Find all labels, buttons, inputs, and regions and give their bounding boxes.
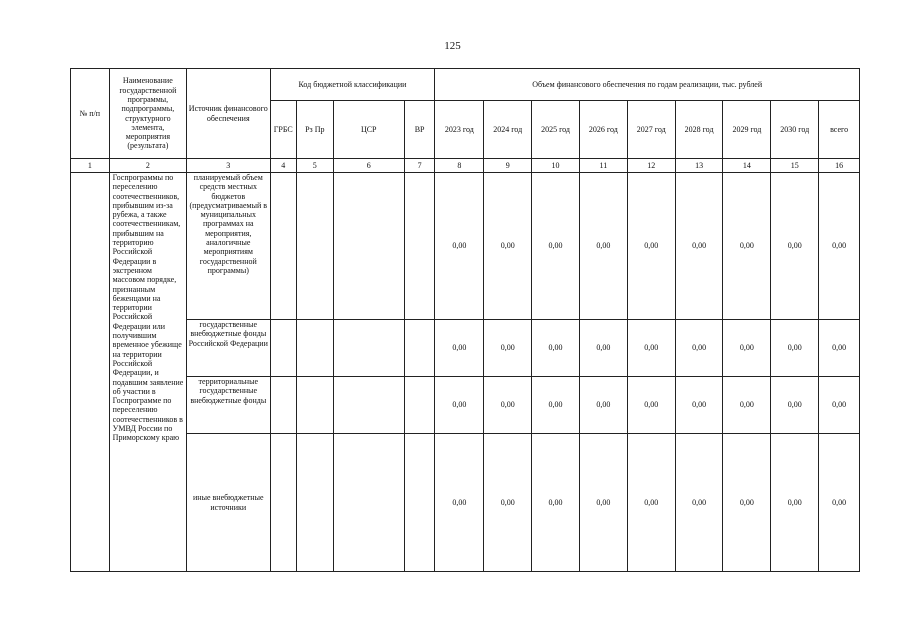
code-grbs — [270, 377, 296, 434]
value-cell: 0,00 — [532, 434, 580, 572]
value-cell: 0,00 — [723, 173, 771, 320]
code-vr — [404, 377, 435, 434]
code-csr — [333, 434, 404, 572]
total-cell: 0,00 — [819, 320, 860, 377]
value-cell: 0,00 — [627, 173, 675, 320]
column-number: 4 — [270, 159, 296, 173]
code-rzpr — [296, 434, 333, 572]
column-number: 2 — [109, 159, 186, 173]
header-year-2026: 2026 год — [579, 101, 627, 159]
value-cell: 0,00 — [435, 320, 484, 377]
column-number: 6 — [333, 159, 404, 173]
header-vr: ВР — [404, 101, 435, 159]
value-cell: 0,00 — [579, 434, 627, 572]
header-year-2027: 2027 год — [627, 101, 675, 159]
column-number: 13 — [675, 159, 723, 173]
code-csr — [333, 320, 404, 377]
header-num: № п/п — [71, 69, 110, 159]
value-cell: 0,00 — [435, 377, 484, 434]
value-cell: 0,00 — [771, 173, 819, 320]
total-cell: 0,00 — [819, 434, 860, 572]
value-cell: 0,00 — [579, 173, 627, 320]
header-grbs: ГРБС — [270, 101, 296, 159]
value-cell: 0,00 — [675, 320, 723, 377]
source-cell: территориальные государственные внебюджетные фонды — [187, 377, 270, 434]
value-cell: 0,00 — [435, 434, 484, 572]
column-number: 3 — [187, 159, 270, 173]
column-number: 7 — [404, 159, 435, 173]
code-vr — [404, 434, 435, 572]
header-year-2025: 2025 год — [532, 101, 580, 159]
value-cell: 0,00 — [579, 320, 627, 377]
header-rzpr: Рз Пр — [296, 101, 333, 159]
value-cell: 0,00 — [675, 377, 723, 434]
column-number: 15 — [771, 159, 819, 173]
value-cell: 0,00 — [579, 377, 627, 434]
header-year-2023: 2023 год — [435, 101, 484, 159]
column-number: 14 — [723, 159, 771, 173]
column-number: 9 — [484, 159, 532, 173]
source-cell: иные внебюджетные источники — [187, 434, 270, 572]
value-cell: 0,00 — [627, 320, 675, 377]
value-cell: 0,00 — [532, 173, 580, 320]
item-name: Госпрограммы по переселению соотечественников, прибывшим из-за рубежа, а также соотечественникам, прибывшим на территорию Российской Федерации в экстренном массовом порядке, признанным беженцами на территории Российской Федерации или получившим временное убежище на территории Российской Федерации, и подавшим заявление об участии в Госпрограмме по переселению соотечественников в УМВД России по Приморскому краю — [109, 173, 186, 572]
value-cell: 0,00 — [532, 377, 580, 434]
value-cell: 0,00 — [435, 173, 484, 320]
source-cell: планируемый объем средств местных бюджетов (предусматриваемый в муниципальных программах на мероприятия, аналогичные мероприятиям государственной программы) — [187, 173, 270, 320]
value-cell: 0,00 — [723, 434, 771, 572]
value-cell: 0,00 — [723, 320, 771, 377]
code-csr — [333, 377, 404, 434]
code-grbs — [270, 320, 296, 377]
header-csr: ЦСР — [333, 101, 404, 159]
code-csr — [333, 173, 404, 320]
total-cell: 0,00 — [819, 173, 860, 320]
column-number: 16 — [819, 159, 860, 173]
value-cell: 0,00 — [771, 434, 819, 572]
header-year-2030: 2030 год — [771, 101, 819, 159]
value-cell: 0,00 — [723, 377, 771, 434]
column-number: 11 — [579, 159, 627, 173]
code-grbs — [270, 434, 296, 572]
value-cell: 0,00 — [675, 173, 723, 320]
table-row — [71, 320, 860, 377]
column-number: 8 — [435, 159, 484, 173]
code-grbs — [270, 173, 296, 320]
budget-table — [70, 68, 860, 572]
code-vr — [404, 320, 435, 377]
value-cell: 0,00 — [627, 434, 675, 572]
page-number: 125 — [444, 40, 461, 52]
header-year-2028: 2028 год — [675, 101, 723, 159]
total-cell: 0,00 — [819, 377, 860, 434]
value-cell: 0,00 — [675, 434, 723, 572]
source-cell: государственные внебюджетные фонды Российской Федерации — [187, 320, 270, 377]
value-cell: 0,00 — [532, 320, 580, 377]
value-cell: 0,00 — [484, 377, 532, 434]
code-rzpr — [296, 377, 333, 434]
value-cell: 0,00 — [484, 434, 532, 572]
header-name: Наименование государственной программы, подпрограммы, структурного элемента, мероприятия (результата) — [109, 69, 186, 159]
value-cell: 0,00 — [627, 377, 675, 434]
table-row — [71, 377, 860, 434]
column-number: 1 — [71, 159, 110, 173]
column-number: 5 — [296, 159, 333, 173]
value-cell: 0,00 — [771, 377, 819, 434]
column-number: 10 — [532, 159, 580, 173]
code-rzpr — [296, 320, 333, 377]
value-cell: 0,00 — [771, 320, 819, 377]
header-code-group: Код бюджетной классификации — [270, 69, 435, 101]
item-number — [71, 173, 110, 572]
code-vr — [404, 173, 435, 320]
table-row — [71, 434, 860, 572]
code-rzpr — [296, 173, 333, 320]
header-source: Источник финансового обеспечения — [187, 69, 270, 159]
column-number: 12 — [627, 159, 675, 173]
table-row — [71, 173, 860, 320]
header-years-group: Объем финансового обеспечения по годам реализации, тыс. рублей — [435, 69, 860, 101]
column-number-row — [71, 159, 860, 173]
header-total: всего — [819, 101, 860, 159]
value-cell: 0,00 — [484, 320, 532, 377]
header-year-2024: 2024 год — [484, 101, 532, 159]
value-cell: 0,00 — [484, 173, 532, 320]
header-year-2029: 2029 год — [723, 101, 771, 159]
